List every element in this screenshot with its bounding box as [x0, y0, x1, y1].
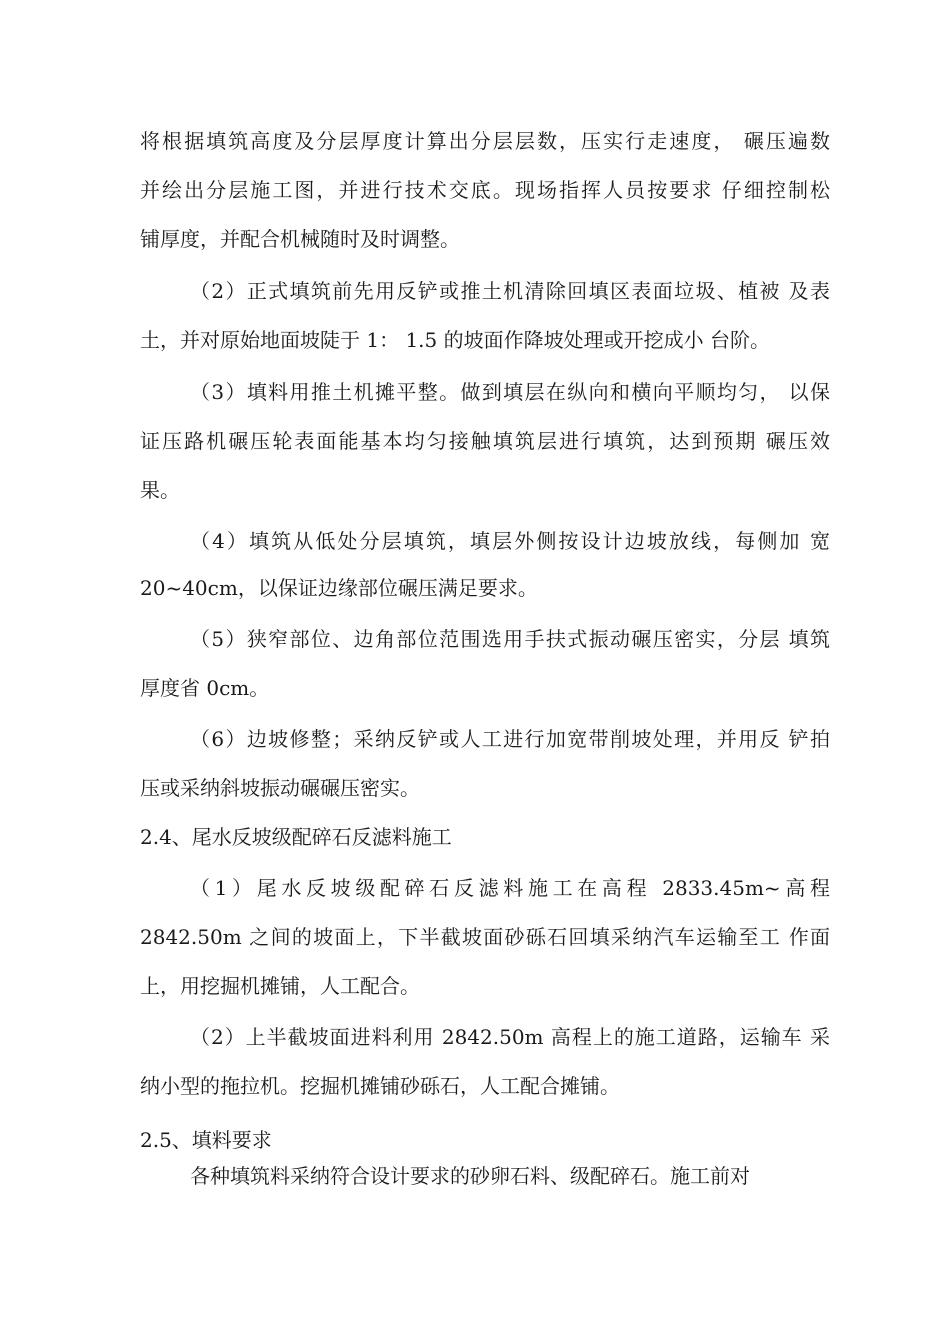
item-2-line-1: （2）正式填筑前先用反铲或推土机清除回填区表面垃圾、植被 及表 — [190, 279, 830, 303]
item-5-line-2: 厚度省 0cm。 — [140, 676, 270, 700]
section-2-4-item-1-line-3: 上，用挖掘机摊铺，人工配合。 — [140, 974, 420, 998]
section-heading-2-4: 2.4、尾水反坡级配碎石反滤料施工 — [140, 825, 452, 849]
paragraph-1-line-2: 并绘出分层施工图，并进行技术交底。现场指挥人员按要求 仔细控制松 — [140, 178, 830, 202]
paragraph-1-line-1: 将根据填筑高度及分层厚度计算出分层层数，压实行走速度， 碾压遍数 — [140, 129, 830, 153]
item-4-line-1: （4）填筑从低处分层填筑，填层外侧按设计边坡放线，每侧加 宽 — [190, 529, 830, 553]
item-3-line-3: 果。 — [140, 478, 180, 502]
item-5-line-1: （5）狭窄部位、边角部位范围选用手扶式振动碾压密实，分层 填筑 — [190, 627, 830, 651]
paragraph-1-line-3: 铺厚度，并配合机械随时及时调整。 — [140, 227, 460, 251]
item-3-line-2: 证压路机碾压轮表面能基本均匀接触填筑层进行填筑，达到预期 碾压效 — [140, 429, 830, 453]
section-2-5-paragraph-line-1: 各种填筑料采纳符合设计要求的砂卵石料、级配碎石。施工前对 — [190, 1164, 750, 1188]
section-2-4-item-1-line-1: （1）尾水反坡级配碎石反滤料施工在高程 2833.45m~高程 — [190, 876, 830, 900]
section-2-4-item-2-line-2: 纳小型的拖拉机。挖掘机摊铺砂砾石，人工配合摊铺。 — [140, 1074, 620, 1098]
item-4-line-2: 20~40cm，以保证边缘部位碾压满足要求。 — [140, 576, 538, 600]
section-2-4-item-2-line-1: （2）上半截坡面进料利用 2842.50m 高程上的施工道路，运输车 采 — [190, 1025, 830, 1049]
item-3-line-1: （3）填料用推土机摊平整。做到填层在纵向和横向平顺均匀， 以保 — [190, 380, 830, 404]
item-6-line-2: 压或采纳斜坡振动碾碾压密实。 — [140, 776, 420, 800]
item-2-line-2: 土，并对原始地面坡陡于 1： 1.5 的坡面作降坡处理或开挖成小 台阶。 — [140, 328, 770, 352]
section-heading-2-5: 2.5、填料要求 — [140, 1128, 272, 1152]
section-2-4-item-1-line-2: 2842.50m 之间的坡面上，下半截坡面砂砾石回填采纳汽车运输至工 作面 — [140, 925, 830, 949]
item-6-line-1: （6）边坡修整；采纳反铲或人工进行加宽带削坡处理，并用反 铲拍 — [190, 727, 830, 751]
